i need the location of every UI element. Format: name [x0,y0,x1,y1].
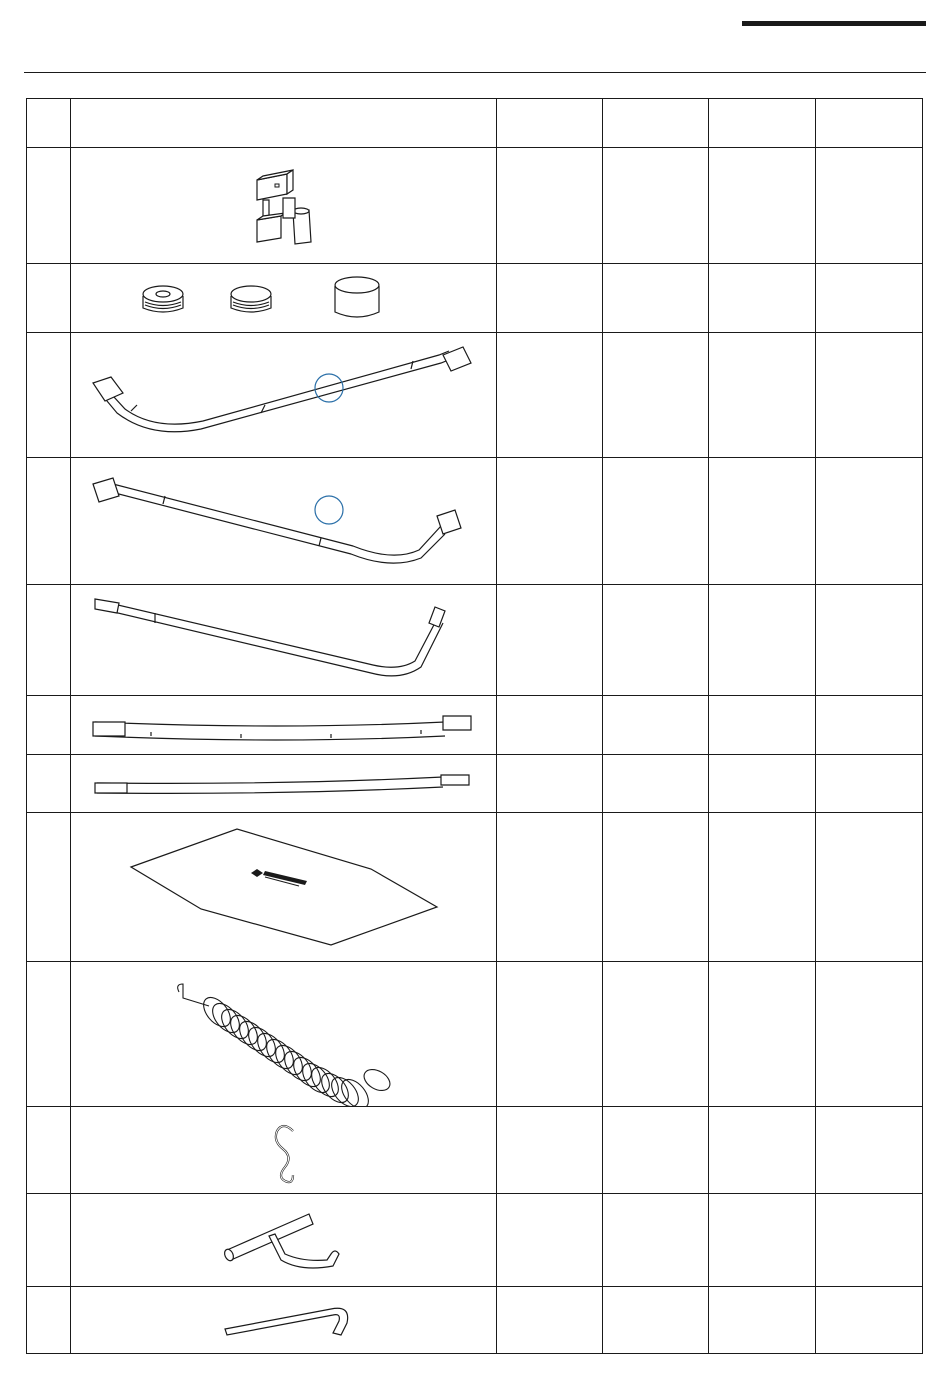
header-cell-b [603,99,709,148]
straight-tube-icon [71,696,497,754]
part-picture-cell [71,962,497,1107]
spring-puller-icon [71,1287,497,1353]
part-picture-cell [71,1194,497,1287]
table-row [27,755,923,813]
s-hook-icon [71,1107,497,1193]
row-number-cell [27,458,71,585]
curved-rail-icon [71,458,497,584]
header-rule [24,72,926,73]
header-cell-c [709,99,816,148]
spring-icon [71,962,497,1106]
row-number-cell [27,962,71,1107]
row-number-cell [27,264,71,333]
header-cell-a [497,99,603,148]
table-row [27,264,923,333]
jump-mat-icon [71,813,497,961]
table-row [27,1194,923,1287]
header-bar [742,21,926,26]
header-cell-d [816,99,923,148]
part-picture-cell [71,264,497,333]
part-picture-cell [71,333,497,458]
part-picture-cell [71,813,497,962]
table-row [27,458,923,585]
table-row [27,1287,923,1354]
table-row [27,333,923,458]
part-picture-cell [71,755,497,813]
table-row [27,585,923,696]
curved-rail-icon [71,333,497,457]
header-cell-no [27,99,71,148]
table-row [27,1107,923,1194]
row-number-cell [27,148,71,264]
table-header-row [27,99,923,148]
row-number-cell [27,1194,71,1287]
table-row [27,813,923,962]
row-number-cell [27,755,71,813]
t-wrench-icon [71,1194,497,1286]
marker-circle-icon [315,496,343,524]
part-picture-cell [71,1107,497,1194]
part-picture-cell [71,1287,497,1354]
part-picture-cell [71,696,497,755]
table-row [27,148,923,264]
row-number-cell [27,813,71,962]
part-picture-cell [71,585,497,696]
end-caps-icon [71,264,497,332]
straight-tube-icon [71,755,497,812]
t-connector-icon [71,148,497,263]
table-row [27,696,923,755]
bent-tube-icon [71,585,497,695]
row-number-cell [27,585,71,696]
row-number-cell [27,1107,71,1194]
part-picture-cell [71,458,497,585]
header-cell-picture [71,99,497,148]
parts-list-table [26,98,923,1354]
row-number-cell [27,333,71,458]
part-picture-cell [71,148,497,264]
row-number-cell [27,1287,71,1354]
row-number-cell [27,696,71,755]
table-row [27,962,923,1107]
